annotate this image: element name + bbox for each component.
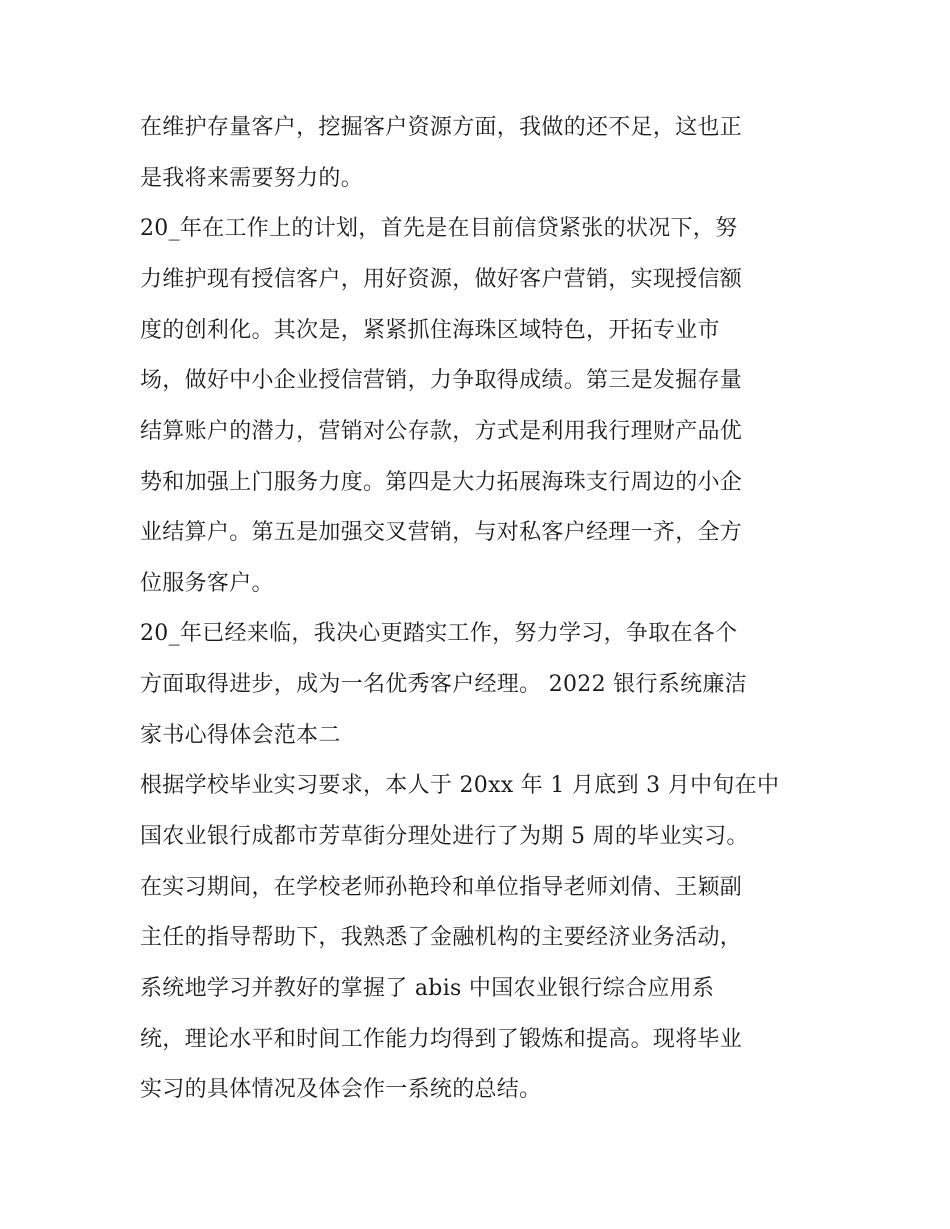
text-line: 根据学校毕业实习要求，本人于 20xx 年 1 月底到 3 月中旬在中 — [140, 773, 780, 798]
text-line: 位服务客户。 — [140, 571, 274, 596]
text-line: 在实习期间，在学校老师孙艳玲和单位指导老师刘倩、王颖副 — [140, 875, 743, 900]
text-line: 在维护存量客户，挖掘客户资源方面，我做的还不足，这也正 — [140, 115, 743, 140]
text-line: 20_年已经来临，我决心更踏实工作，努力学习，争取在各个 — [140, 621, 738, 646]
text-line: 场，做好中小企业授信营销，力争取得成绩。第三是发掘存量 — [140, 368, 743, 393]
text-line: 主任的指导帮助下，我熟悉了金融机构的主要经济业务活动， — [140, 925, 743, 950]
text-line: 是我将来需要努力的。 — [140, 166, 364, 191]
text-line: 结算账户的潜力，营销对公存款，方式是利用我行理财产品优 — [140, 419, 743, 444]
text-line: 家书心得体会范本二 — [140, 723, 341, 748]
text-line: 势和加强上门服务力度。第四是大力拓展海珠支行周边的小企 — [140, 470, 743, 495]
text-line: 力维护现有授信客户，用好资源，做好客户营销，实现授信额 — [140, 267, 743, 292]
text-line: 业结算户。第五是加强交叉营销，与对私客户经理一齐，全方 — [140, 520, 743, 545]
text-line: 系统地学习并教好的掌握了 abis 中国农业银行综合应用系 — [140, 976, 715, 1001]
text-line: 方面取得进步，成为一名优秀客户经理。 2022 银行系统廉洁 — [140, 672, 747, 697]
text-line: 国农业银行成都市芳草街分理处进行了为期 5 周的毕业实习。 — [140, 824, 749, 849]
text-line: 20_年在工作上的计划，首先是在目前信贷紧张的状况下，努 — [140, 216, 738, 241]
text-line: 统，理论水平和时间工作能力均得到了锻炼和提高。现将毕业 — [140, 1027, 743, 1052]
text-line: 度的创利化。其次是，紧紧抓住海珠区域特色，开拓专业市 — [140, 318, 720, 343]
text-line: 实习的具体情况及体会作一系统的总结。 — [140, 1077, 542, 1102]
